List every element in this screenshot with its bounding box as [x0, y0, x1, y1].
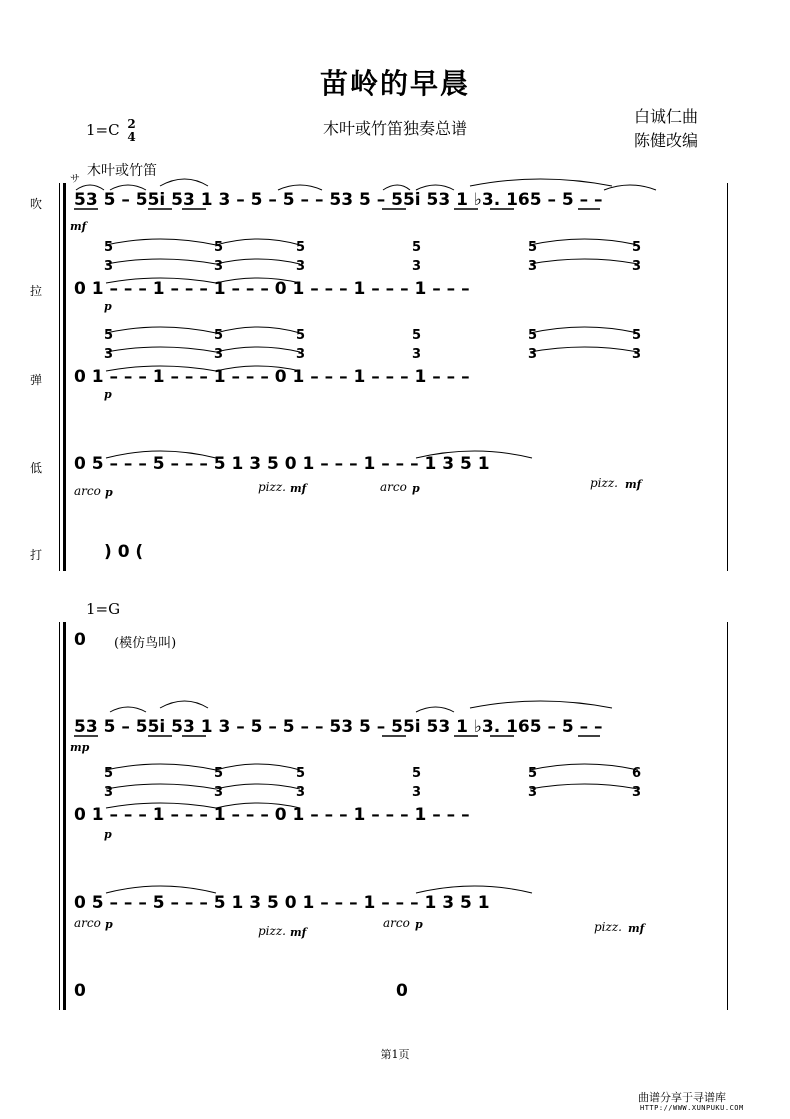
key-signature-text: 1=C — [86, 121, 120, 139]
bass-dynamic-p: p — [105, 918, 113, 931]
chord-mid: 3 — [214, 259, 224, 274]
bowed-strings-line: 0 1 – – – 1 – – – 1 – – – 0 1 – – – 1 – – – 1 – – – — [74, 279, 470, 299]
chord-top: 5 — [296, 328, 306, 343]
chord-mid: 3 — [528, 347, 538, 362]
bass-dynamic-mf: mf — [290, 926, 307, 939]
bass-dynamic-p: p — [415, 918, 423, 931]
bass-dynamic-p: p — [105, 486, 113, 499]
tie — [106, 764, 216, 770]
melody-dynamic: mf — [70, 220, 87, 233]
time-sig-bottom: 4 — [127, 130, 136, 144]
watermark-url: HTTP://WWW.XUNPUKU.COM — [640, 1104, 744, 1112]
tie — [530, 764, 638, 770]
tie — [216, 784, 300, 789]
chord-mid: 3 — [632, 785, 642, 800]
chord-mid: 3 — [632, 347, 642, 362]
slur — [110, 707, 146, 712]
chord-top: 5 — [412, 328, 422, 343]
chord-mid: 3 — [104, 259, 114, 274]
chord-top: 5 — [296, 766, 306, 781]
chord-mid: 3 — [296, 347, 306, 362]
score-subtitle: 木叶或竹笛独奏总谱 — [322, 119, 467, 138]
bass-dynamic-p: p — [412, 482, 420, 495]
chord-mid: 3 — [412, 347, 422, 362]
chord-top: 5 — [632, 328, 642, 343]
tie — [106, 239, 216, 245]
arco-mark: arco — [74, 916, 101, 930]
perc-top-rest: 0 — [74, 630, 86, 650]
row-label-bass: 低 — [30, 461, 43, 475]
tie — [530, 239, 638, 245]
chord-mid: 3 — [214, 785, 224, 800]
pizz-mark: pizz. — [258, 924, 286, 938]
chord-top: 5 — [214, 240, 224, 255]
page-number: 第1页 — [380, 1048, 410, 1061]
tie — [216, 327, 300, 333]
melody-line: 53 5 – 55i 53 1 3 – 5 – 5 – – 53 5 – 55i 53 1 ♭3. 165 – 5 – – — [74, 717, 603, 737]
bowed-strings-line: 0 1 – – – 1 – – – 1 – – – 0 1 – – – 1 – – – 1 – – – — [74, 805, 470, 825]
tie — [106, 347, 216, 352]
tie — [530, 259, 638, 264]
tie — [530, 347, 638, 352]
bass-line: 0 5 – – – 5 – – – 5 1 3 5 0 1 – – – 1 – – – 1 3 5 1 — [74, 893, 490, 913]
bass-dynamic-mf: mf — [290, 482, 307, 495]
chord-top: 5 — [528, 766, 538, 781]
melody-dynamic: mp — [70, 741, 90, 754]
arco-mark: arco — [383, 916, 410, 930]
chord-top: 5 — [412, 766, 422, 781]
chord-top: 5 — [104, 766, 114, 781]
plucked-strings-line: 0 1 – – – 1 – – – 1 – – – 0 1 – – – 1 – – – 1 – – – — [74, 367, 470, 387]
percussion-rest: 0 — [74, 981, 86, 1001]
tie — [530, 784, 638, 789]
tempo-mark: サ — [70, 174, 80, 185]
chord-top: 5 — [104, 328, 114, 343]
chord-mid: 3 — [296, 259, 306, 274]
tie — [416, 886, 532, 893]
chord-top: 5 — [528, 240, 538, 255]
chord-mid: 3 — [412, 259, 422, 274]
slur — [160, 701, 208, 708]
row-label-wind: 吹 — [30, 197, 43, 211]
tie — [216, 347, 300, 352]
chord-mid: 3 — [104, 785, 114, 800]
bass-dynamic-mf: mf — [625, 478, 642, 491]
chord-top: 5 — [632, 240, 642, 255]
percussion-line: ) 0 ( — [104, 542, 144, 562]
chord-top: 5 — [214, 766, 224, 781]
arranger-credit: 陈健改编 — [634, 131, 699, 150]
chord-top: 5 — [296, 240, 306, 255]
chord-mid: 3 — [632, 259, 642, 274]
tie — [216, 764, 300, 770]
slur — [470, 179, 612, 186]
melody-line: 53 5 – 55i 53 1 3 – 5 – 5 – – 53 5 – 55i 53 1 ♭3. 165 – 5 – – — [74, 190, 603, 210]
tie — [216, 239, 300, 245]
tie — [106, 886, 216, 893]
row-label-plucked: 弹 — [30, 373, 43, 387]
chord-mid: 3 — [104, 347, 114, 362]
pizz-mark: pizz. — [590, 476, 618, 490]
birdcall-note: (模仿鸟叫) — [114, 636, 177, 651]
arco-mark: arco — [74, 484, 101, 498]
row-label-bowed: 拉 — [30, 284, 43, 298]
tie — [530, 327, 638, 333]
bass-dynamic-mf: mf — [628, 922, 645, 935]
bass-line: 0 5 – – – 5 – – – 5 1 3 5 0 1 – – – 1 – – – 1 3 5 1 — [74, 454, 490, 474]
tie — [106, 784, 216, 789]
composer-credit: 白诚仁曲 — [634, 107, 699, 126]
pizz-mark: pizz. — [258, 480, 286, 494]
pizz-mark: pizz. — [594, 920, 622, 934]
slur — [160, 179, 208, 186]
tie — [216, 259, 300, 264]
arco-mark: arco — [380, 480, 407, 494]
chord-top: 6 — [632, 766, 642, 781]
score-title: 苗岭的早晨 — [319, 67, 470, 100]
chord-mid: 3 — [528, 785, 538, 800]
plucked-dynamic: p — [104, 388, 112, 401]
chord-top: 5 — [528, 328, 538, 343]
slur — [470, 701, 612, 708]
instrument-label: 木叶或竹笛 — [87, 163, 157, 179]
time-sig-top: 2 — [127, 117, 136, 131]
chord-top: 5 — [104, 240, 114, 255]
tie — [106, 259, 216, 264]
bowed-dynamic: p — [104, 828, 112, 841]
percussion-rest: 0 — [396, 981, 408, 1001]
chord-mid: 3 — [296, 785, 306, 800]
bowed-dynamic: p — [104, 300, 112, 313]
slur — [416, 707, 454, 712]
watermark: 曲谱分享于寻谱库 — [638, 1091, 726, 1104]
key-change: 1=G — [86, 600, 121, 618]
chord-top: 5 — [412, 240, 422, 255]
chord-mid: 3 — [412, 785, 422, 800]
chord-mid: 3 — [528, 259, 538, 274]
tie — [106, 327, 216, 333]
row-label-percussion: 打 — [30, 548, 43, 562]
chord-top: 5 — [214, 328, 224, 343]
chord-mid: 3 — [214, 347, 224, 362]
